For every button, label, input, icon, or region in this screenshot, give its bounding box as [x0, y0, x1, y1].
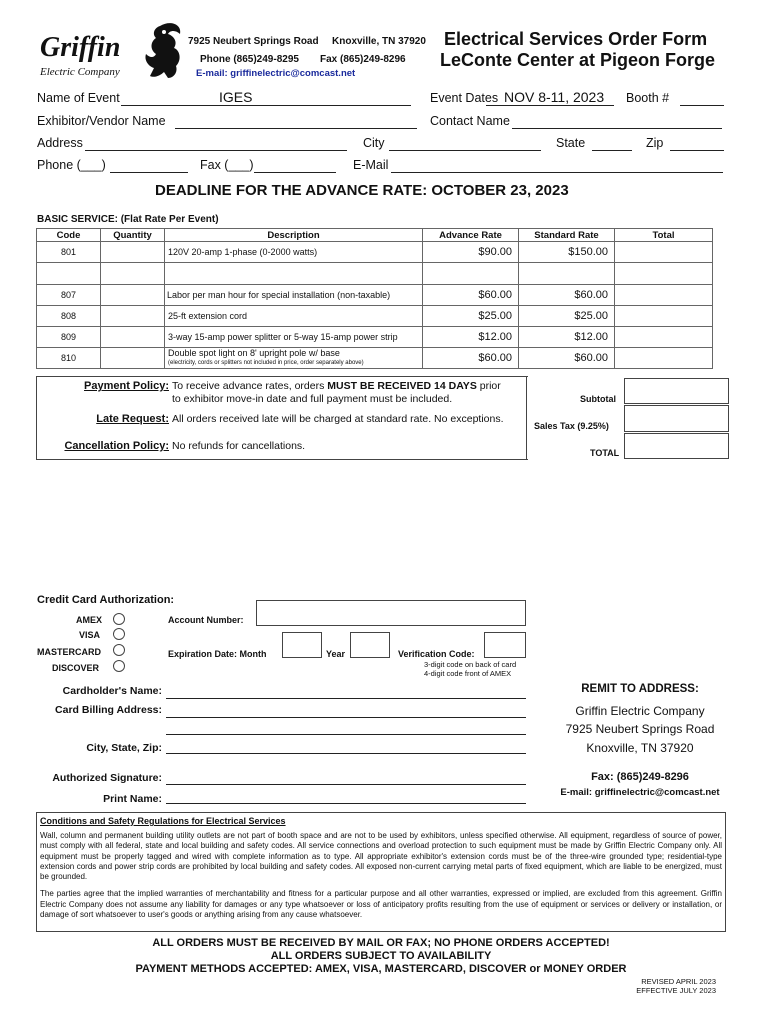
state-field[interactable]	[556, 136, 585, 150]
event-name-label: Name of Event	[37, 91, 120, 105]
exhibitor-field[interactable]	[37, 114, 166, 128]
payment-text-bold: MUST BE RECEIVED 14 DAYS	[327, 380, 477, 392]
row-total[interactable]	[615, 263, 713, 285]
email-label: E-Mail	[353, 158, 389, 172]
th-standard: Standard Rate	[519, 229, 615, 242]
footer-line-3: PAYMENT METHODS ACCEPTED: AMEX, VISA, MASTERCARD, DISCOVER or MONEY ORDER	[135, 963, 627, 975]
row-description	[165, 348, 423, 369]
event-dates-label: Event Dates	[430, 91, 499, 105]
card-visa-label: VISA	[79, 630, 101, 640]
th-description: Description	[165, 229, 423, 242]
sales-tax-label: Sales Tax (9.25%)	[534, 421, 609, 431]
row-description	[165, 263, 423, 285]
row-description-main: Double spot light on 8' upright pole w/ base	[168, 348, 340, 358]
print-name-input[interactable]	[166, 803, 526, 804]
card-discover-radio[interactable]	[113, 660, 125, 672]
remit-street: 7925 Neubert Springs Road	[565, 722, 715, 736]
row-quantity[interactable]	[101, 242, 165, 263]
row-total[interactable]	[615, 306, 713, 327]
payment-text-3: to exhibitor move-in date and full payment must be included.	[172, 393, 453, 405]
row-quantity[interactable]	[101, 327, 165, 348]
event-name-field[interactable]	[37, 91, 420, 105]
conditions-title: Conditions and Safety Regulations for Electrical Services	[40, 816, 286, 826]
footer-line-1: ALL ORDERS MUST BE RECEIVED BY MAIL OR FAX; NO PHONE ORDERS ACCEPTED!	[152, 937, 610, 949]
credit-card-title: Credit Card Authorization:	[37, 594, 175, 606]
contact-field[interactable]	[430, 114, 510, 128]
cardholder-label: Cardholder's Name:	[62, 685, 162, 697]
row-standard	[519, 263, 615, 285]
conditions-paragraph-1: Wall, column and permanent building utility outlets are not part of booth space and are not to be used by exhibitors, unless specified otherwise. All equipment, regardless of source of power, must comply with all federal, state and local building and safety codes. All service connections and overload protection to such equipment must be made by Griffin Electric Company only. All equipment must be properly tagged and wired with complete information as to type. All appropriate exhibitor's extension cords must be of the three-wire grounded type; residential-type extension cords and power strip cords are prohibited by local building and safety codes. All exposed non-current carrying metal parts of fixed equipment, which are liable to be energized, must be grounded.	[40, 831, 722, 882]
address-label: Address	[37, 136, 83, 150]
table-row	[37, 306, 713, 327]
th-quantity: Quantity	[101, 229, 165, 242]
row-code: 801	[37, 242, 101, 263]
row-code	[37, 263, 101, 285]
row-total[interactable]	[615, 327, 713, 348]
city-field[interactable]	[363, 136, 385, 150]
row-standard: $60.00	[519, 348, 615, 369]
row-quantity[interactable]	[101, 306, 165, 327]
remit-city: Knoxville, TN 37920	[586, 741, 694, 755]
event-dates-field[interactable]	[430, 91, 725, 105]
phone-field[interactable]	[37, 158, 106, 172]
total-label: TOTAL	[590, 448, 620, 458]
card-mastercard-radio[interactable]	[113, 644, 125, 656]
row-description: 3-way 15-amp power splitter or 5-way 15-amp power strip	[165, 327, 423, 348]
cardholder-input[interactable]	[166, 698, 526, 699]
account-number-label: Account Number:	[168, 615, 244, 625]
zip-label: Zip	[646, 136, 664, 150]
exhibitor-label: Exhibitor/Vendor Name	[37, 114, 166, 128]
row-total[interactable]	[615, 242, 713, 263]
address-field[interactable]	[37, 136, 83, 150]
billing-address-input-2[interactable]	[166, 734, 526, 735]
row-standard: $12.00	[519, 327, 615, 348]
remit-name: Griffin Electric Company	[575, 704, 705, 718]
year-label: Year	[326, 649, 346, 659]
row-advance: $90.00	[423, 242, 519, 263]
effective-date: EFFECTIVE JULY 2023	[636, 986, 716, 995]
th-advance: Advance Rate	[423, 229, 519, 242]
revised-date: REVISED APRIL 2023	[641, 977, 716, 986]
company-city: Knoxville, TN 37920	[332, 36, 426, 47]
griffin-icon	[140, 20, 186, 82]
basic-service-label: BASIC SERVICE: (Flat Rate Per Event)	[37, 214, 219, 225]
payment-policy-text	[172, 380, 522, 406]
payment-policy-label: Payment Policy:	[84, 380, 169, 392]
table-row	[37, 285, 713, 306]
card-amex-radio[interactable]	[113, 613, 125, 625]
remit-title: REMIT TO ADDRESS:	[581, 683, 699, 695]
company-phone: Phone (865)249-8295	[200, 54, 299, 65]
row-code: 809	[37, 327, 101, 348]
company-email: E-mail: griffinelectric@comcast.net	[196, 68, 356, 79]
event-name-value: IGES	[219, 89, 253, 105]
zip-field[interactable]	[646, 136, 663, 150]
phone-label: Phone (___)	[37, 158, 106, 172]
card-mastercard-label: MASTERCARD	[37, 647, 101, 657]
row-advance: $60.00	[423, 285, 519, 306]
row-description: 120V 20-amp 1-phase (0-2000 watts)	[165, 242, 423, 263]
row-advance: $60.00	[423, 348, 519, 369]
row-code: 810	[37, 348, 101, 369]
row-description: Labor per man hour for special installation (non-taxable)	[165, 285, 423, 306]
footer-line-2: ALL ORDERS SUBJECT TO AVAILABILITY	[270, 950, 492, 962]
row-advance	[423, 263, 519, 285]
row-code: 807	[37, 285, 101, 306]
cancellation-text: No refunds for cancellations.	[172, 440, 306, 452]
card-discover-label: DISCOVER	[52, 663, 100, 673]
sales-tax-field[interactable]	[624, 405, 729, 432]
fax-field[interactable]	[200, 158, 254, 172]
print-name-label: Print Name:	[103, 793, 162, 805]
event-dates-value: NOV 8-11, 2023	[504, 89, 605, 105]
late-request-label: Late Request:	[96, 413, 169, 425]
th-code: Code	[37, 229, 101, 242]
total-field[interactable]	[624, 433, 729, 459]
late-request-text: All orders received late will be charged at standard rate. No exceptions.	[172, 413, 504, 425]
company-logo	[38, 24, 186, 84]
booth-label: Booth #	[626, 91, 670, 105]
row-code: 808	[37, 306, 101, 327]
remit-email: E-mail: griffinelectric@comcast.net	[560, 787, 720, 798]
row-description-note: (electricity, cords or splitters not included in price, order separately above)	[168, 360, 364, 366]
row-standard: $25.00	[519, 306, 615, 327]
row-advance: $12.00	[423, 327, 519, 348]
billing-address-input[interactable]	[166, 717, 526, 718]
row-description: 25-ft extension cord	[165, 306, 423, 327]
form-subtitle: LeConte Center at Pigeon Forge	[440, 50, 716, 70]
verification-note-1: 3-digit code on back of card	[424, 660, 517, 669]
billing-address-label: Card Billing Address:	[55, 704, 162, 716]
row-standard: $150.00	[519, 242, 615, 263]
service-table	[36, 228, 713, 369]
account-number-input[interactable]	[256, 600, 526, 626]
verification-note-2: 4-digit code front of AMEX	[424, 669, 512, 678]
remit-fax: Fax: (865)249-8296	[591, 771, 689, 783]
table-row	[37, 242, 713, 263]
contact-label: Contact Name	[430, 114, 510, 128]
table-row	[37, 348, 713, 369]
card-visa-radio[interactable]	[113, 628, 125, 640]
state-label: State	[556, 136, 586, 150]
payment-text-2: prior	[476, 380, 501, 392]
row-advance: $25.00	[423, 306, 519, 327]
conditions-box	[36, 812, 726, 932]
row-total[interactable]	[615, 285, 713, 306]
expiration-label: Expiration Date: Month	[168, 649, 267, 659]
deadline-heading: DEADLINE FOR THE ADVANCE RATE: OCTOBER 23, 2023	[155, 182, 569, 199]
table-row	[37, 327, 713, 348]
company-address: 7925 Neubert Springs Road	[188, 36, 319, 47]
city-label: City	[363, 136, 385, 150]
fax-label: Fax (___)	[200, 158, 254, 172]
cancellation-label: Cancellation Policy:	[64, 440, 169, 452]
card-amex-label: AMEX	[76, 615, 103, 625]
conditions-paragraph-2: The parties agree that the implied warranties of merchantability and fitness for a particular purpose and all other warranties, expressed or implied, are excluded from this agreement. Griffin Electric Company does not assume any liability for damages or any type whatsoever or loss of anticipatory profits resulting from the use of equipment or services or delivery or installation, or damage of sort whatsoever to user's goods or anything arising from any cause whatsoever.	[40, 889, 722, 920]
row-quantity[interactable]	[101, 263, 165, 285]
logo-name: Griffin	[40, 32, 121, 63]
subtotal-field[interactable]	[624, 378, 729, 404]
logo-subtitle: Electric Company	[40, 66, 120, 78]
signature-label: Authorized Signature:	[52, 772, 162, 784]
expiration-month-input[interactable]	[282, 632, 322, 658]
email-field[interactable]	[353, 158, 388, 172]
th-total: Total	[615, 229, 713, 242]
payment-text-1: To receive advance rates, orders	[172, 380, 328, 392]
table-row	[37, 263, 713, 285]
verification-label: Verification Code:	[398, 649, 475, 659]
city-state-zip-input[interactable]	[166, 753, 526, 754]
subtotal-label: Subtotal	[580, 394, 616, 404]
city-state-zip-label: City, State, Zip:	[86, 742, 162, 754]
expiration-year-input[interactable]	[350, 632, 390, 658]
form-title: Electrical Services Order Form	[444, 29, 708, 49]
row-total[interactable]	[615, 348, 713, 369]
row-quantity[interactable]	[101, 348, 165, 369]
row-quantity[interactable]	[101, 285, 165, 306]
company-fax: Fax (865)249-8296	[320, 54, 406, 65]
row-standard: $60.00	[519, 285, 615, 306]
signature-input[interactable]	[166, 784, 526, 785]
verification-code-input[interactable]	[484, 632, 526, 658]
